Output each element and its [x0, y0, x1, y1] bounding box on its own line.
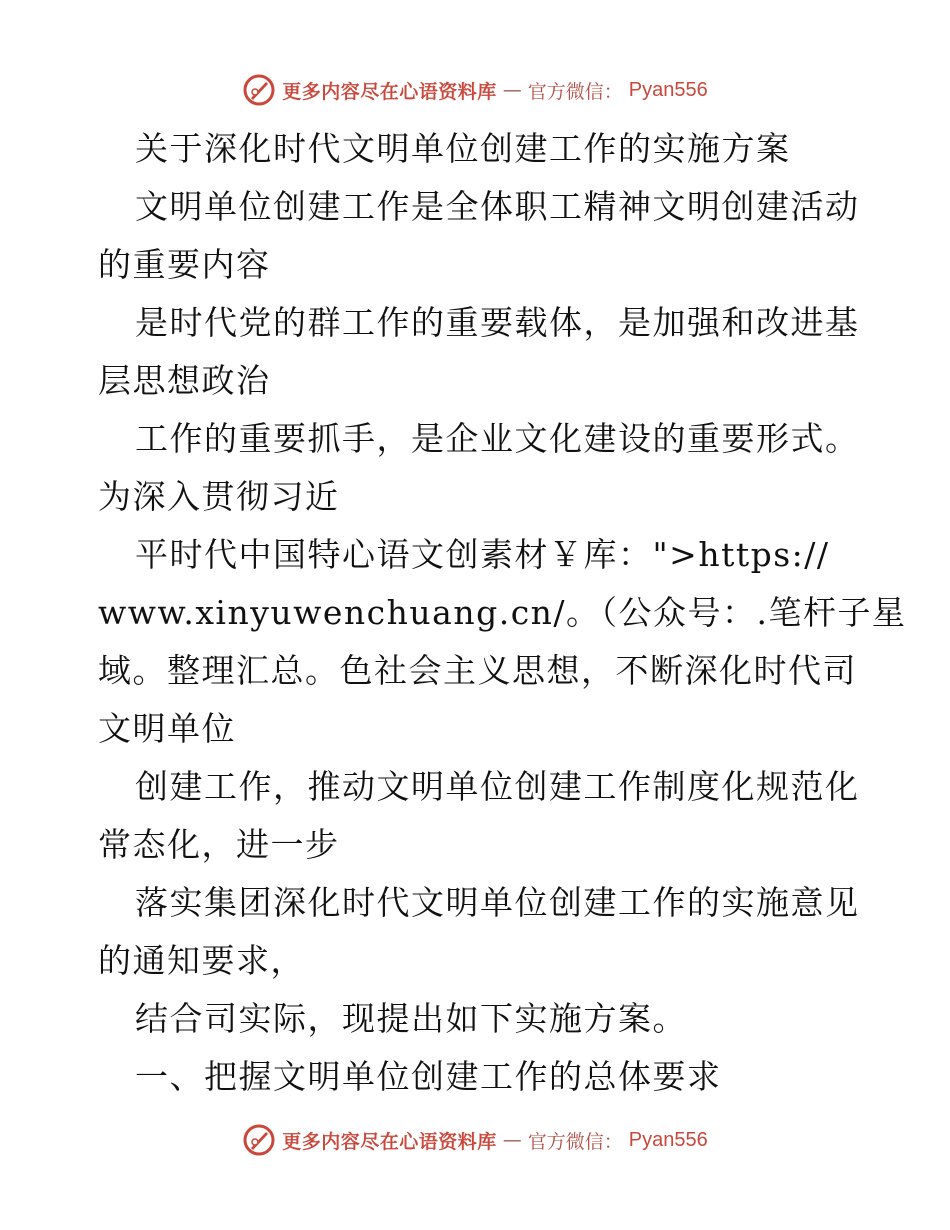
- header-banner: [0, 70, 950, 110]
- section-heading: 一、把握文明单位创建工作的总体要求: [135, 1057, 722, 1096]
- footer-banner-content: [242, 1123, 708, 1157]
- paragraph-line: 的通知要求，: [98, 941, 305, 980]
- document-body: [98, 120, 907, 1106]
- paragraph-line: 层思想政治: [98, 361, 271, 400]
- banner-wechat-label: 官方微信：: [527, 1130, 623, 1153]
- banner-promo-text: 更多内容尽在心语资料库: [282, 80, 497, 103]
- footer-banner: [0, 1120, 950, 1160]
- paragraph-line: 文明单位创建工作是全体职工精神文明创建活动: [135, 187, 860, 226]
- paragraph-line: 落实集团深化时代文明单位创建工作的实施意见: [135, 883, 860, 922]
- document-title: 关于深化时代文明单位创建工作的实施方案: [135, 129, 791, 168]
- banner-wechat-id: Pyan556: [628, 1128, 708, 1151]
- paragraph-line: 为深入贯彻习近: [98, 477, 340, 516]
- header-banner-content: [242, 73, 708, 107]
- paragraph-line: 创建工作，推动文明单位创建工作制度化规范化: [135, 767, 860, 806]
- paragraph-line: 常态化，进一步: [98, 825, 340, 864]
- paragraph-line: 域。整理汇总。色社会主义思想，不断深化时代司: [98, 651, 857, 690]
- paragraph-line: www.xinyuwenchuang.cn/。（公众号：.笔杆子星: [98, 593, 907, 632]
- paragraph-line: 工作的重要抓手，是企业文化建设的重要形式。: [135, 419, 860, 458]
- banner-wechat-id: Pyan556: [628, 78, 708, 101]
- paragraph-line: 是时代党的群工作的重要载体，是加强和改进基: [135, 303, 860, 342]
- paragraph-line: 结合司实际，现提出如下实施方案。: [135, 999, 687, 1038]
- quill-circle-logo-icon: [242, 1123, 276, 1157]
- paragraph-line: 文明单位: [98, 709, 236, 748]
- banner-separator: —: [502, 79, 522, 101]
- banner-separator: —: [502, 1129, 522, 1151]
- quill-circle-logo-icon: [242, 73, 276, 107]
- banner-promo-text: 更多内容尽在心语资料库: [282, 1130, 497, 1153]
- paragraph-line: 的重要内容: [98, 245, 271, 284]
- banner-wechat-label: 官方微信：: [527, 80, 623, 103]
- paragraph-line: 平时代中国特心语文创素材￥库：">https://: [135, 535, 830, 574]
